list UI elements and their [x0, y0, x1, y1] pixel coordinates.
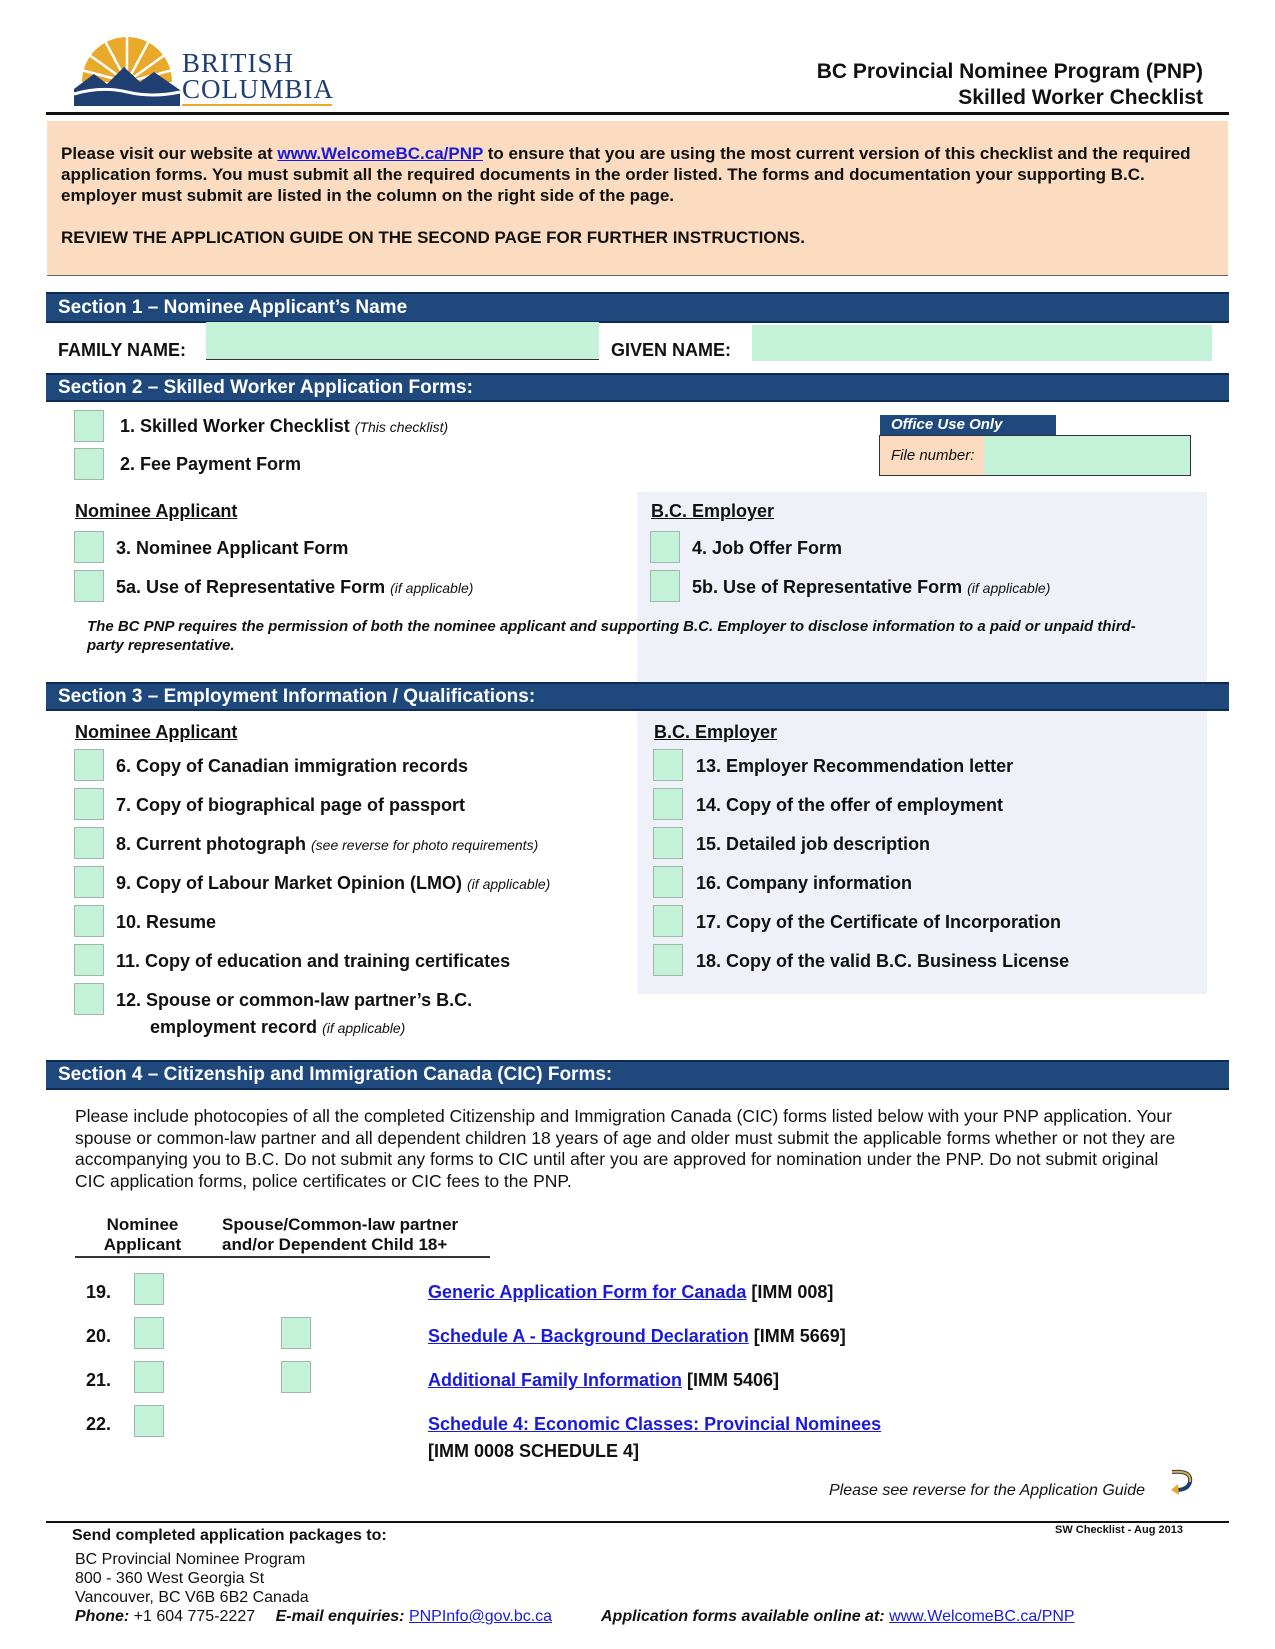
item-10-resume: 10. Resume	[116, 912, 217, 932]
footer-rule	[46, 1521, 1229, 1523]
notice-text-after: to ensure that you are using the most current version of this checklist and the required application forms. You must submit all the required documents in the order listed. The forms and documentation your supporting B.C. employer must submit are listed in the column on the right side of the page.	[61, 144, 1191, 205]
checkbox-item-4[interactable]	[650, 531, 680, 563]
imm-5406-code: [IMM 5406]	[682, 1370, 780, 1390]
bc-employer-heading-forms: B.C. Employer	[651, 501, 775, 521]
checkbox-item-3[interactable]	[74, 531, 104, 563]
cic-row-21-form	[428, 1370, 779, 1391]
item-9-lmo	[116, 873, 550, 894]
checkbox-item-20-nominee[interactable]	[134, 1317, 164, 1349]
family-name-label: FAMILY NAME:	[58, 340, 187, 360]
cic-row-number: 20.	[86, 1326, 112, 1346]
col1-line1: Nominee	[106, 1215, 179, 1234]
page-title-line1: BC Provincial Nominee Program (PNP)	[816, 60, 1203, 83]
item-1-skilled-worker-checklist	[120, 416, 448, 437]
office-use-header	[880, 415, 1056, 435]
office-use-label: Office Use Only	[891, 416, 1003, 433]
section-3-header	[46, 682, 1229, 711]
header-rule	[46, 112, 1229, 115]
notice-text-before: Please visit our website at	[61, 144, 278, 163]
imm-5669-link[interactable]: Schedule A - Background Declaration	[428, 1326, 749, 1346]
address-line-3: Vancouver, BC V6B 6B2 Canada	[75, 1589, 309, 1606]
phone-label: Phone:	[75, 1608, 130, 1625]
checkbox-item-12[interactable]	[74, 983, 104, 1015]
item-2-fee-payment-form: 2. Fee Payment Form	[120, 454, 302, 474]
address-line-2: 800 - 360 West Georgia St	[75, 1570, 265, 1587]
col2-line2: and/or Dependent Child 18+	[222, 1235, 448, 1254]
cic-row-number: 19.	[86, 1282, 112, 1302]
logo-underline	[182, 104, 332, 106]
cic-row-20-form	[428, 1326, 846, 1347]
item-14-offer-of-employment: 14. Copy of the offer of employment	[696, 795, 1004, 815]
item-12-spouse-employment-line1: 12. Spouse or common-law partner’s B.C.	[116, 990, 473, 1010]
checkbox-item-13[interactable]	[653, 749, 683, 781]
checkbox-item-18[interactable]	[653, 944, 683, 976]
page-title-line2: Skilled Worker Checklist	[958, 86, 1203, 109]
item-7-passport-page: 7. Copy of biographical page of passport	[116, 795, 466, 815]
item-12-spouse-employment-line2	[150, 1017, 405, 1038]
section-4-header	[46, 1060, 1229, 1090]
notice-paragraph	[61, 143, 1214, 206]
checkbox-item-20-spouse[interactable]	[281, 1317, 311, 1349]
section-2-title: Section 2 – Skilled Worker Application Forms:	[58, 377, 473, 398]
section-2-header	[46, 373, 1229, 402]
checkbox-item-1[interactable]	[74, 410, 104, 442]
notice-box	[47, 121, 1228, 276]
item-5a-representative-form	[116, 577, 473, 598]
checkbox-item-17[interactable]	[653, 905, 683, 937]
item-5b-note: (if applicable)	[967, 580, 1051, 596]
checkbox-item-21-spouse[interactable]	[281, 1361, 311, 1393]
checkbox-item-5a[interactable]	[74, 570, 104, 602]
turn-page-arrow-icon[interactable]	[1168, 1468, 1198, 1498]
item-5b-representative-form	[692, 577, 1050, 598]
item-1-label: 1. Skilled Worker Checklist	[120, 416, 350, 436]
col-nominee-applicant-header	[75, 1215, 210, 1255]
item-1-note: (This checklist)	[354, 419, 449, 435]
imm-008-code: [IMM 008]	[746, 1282, 834, 1302]
item-12-note: (if applicable)	[322, 1020, 406, 1036]
office-use-box	[879, 435, 1191, 476]
footer-contact-line	[75, 1608, 552, 1626]
col1-line2: Applicant	[103, 1235, 182, 1254]
reverse-guide-note: Please see reverse for the Application Guide	[829, 1482, 1146, 1499]
cic-row-number: 21.	[86, 1370, 112, 1390]
checkbox-item-16[interactable]	[653, 866, 683, 898]
section-4-title: Section 4 – Citizenship and Immigration Canada (CIC) Forms:	[58, 1064, 613, 1085]
family-name-input[interactable]	[206, 322, 599, 360]
item-5b-label: 5b. Use of Representative Form	[692, 577, 963, 597]
checkbox-item-14[interactable]	[653, 788, 683, 820]
given-name-input[interactable]	[752, 325, 1212, 361]
file-number-input[interactable]	[984, 436, 1190, 475]
imm-5669-code: [IMM 5669]	[748, 1326, 846, 1346]
email-label: E-mail enquiries:	[275, 1608, 405, 1625]
imm-5406-link[interactable]: Additional Family Information	[428, 1370, 683, 1390]
item-13-recommendation-letter: 13. Employer Recommendation letter	[696, 756, 1014, 776]
cic-intro-paragraph: Please include photocopies of all the completed Citizenship and Immigration Canada (CIC) forms listed below with your PNP application. Your spouse or common-law partner and all dependent children 18 years of age and older must submit the applicable forms whether or not they are accompanying you to B.C. Do not submit any forms to CIC until after you are approved for nomination under the PNP. Do not submit original CIC application forms, police certificates or CIC fees to the PNP.	[75, 1106, 1176, 1191]
checkbox-item-7[interactable]	[74, 788, 104, 820]
bc-logo	[72, 34, 335, 109]
bc-employer-heading-qualifications: B.C. Employer	[654, 722, 778, 742]
checkbox-item-2[interactable]	[74, 448, 104, 480]
bc-sun-mountain-logo-icon	[72, 34, 182, 109]
item-8-label: 8. Current photograph	[116, 834, 306, 854]
item-9-label: 9. Copy of Labour Market Opinion (LMO)	[116, 873, 462, 893]
checkbox-item-21-nominee[interactable]	[134, 1361, 164, 1393]
online-forms-label: Application forms available online at:	[601, 1608, 885, 1625]
address-line-1: BC Provincial Nominee Program	[75, 1551, 306, 1568]
nominee-applicant-heading-qualifications: Nominee Applicant	[75, 722, 238, 742]
section-1-header	[46, 292, 1229, 323]
checkbox-item-19-nominee[interactable]	[134, 1273, 164, 1305]
item-9-note: (if applicable)	[467, 876, 551, 892]
checkbox-item-6[interactable]	[74, 749, 104, 781]
item-17-certificate-of-incorporation: 17. Copy of the Certificate of Incorporation	[696, 912, 1062, 932]
footer-online-line	[601, 1608, 1075, 1626]
checkbox-item-9[interactable]	[74, 866, 104, 898]
item-5a-note: (if applicable)	[390, 580, 474, 596]
cic-row-22-form	[428, 1414, 881, 1435]
nominee-applicant-heading-forms: Nominee Applicant	[75, 501, 238, 521]
version-label: SW Checklist - Aug 2013	[1055, 1524, 1183, 1536]
checkbox-item-8[interactable]	[74, 827, 104, 859]
notice-review-instruction: REVIEW THE APPLICATION GUIDE ON THE SECOND PAGE FOR FURTHER INSTRUCTIONS.	[61, 228, 805, 247]
checkbox-item-5b[interactable]	[650, 570, 680, 602]
logo-text-columbia: COLUMBIA	[182, 74, 335, 104]
item-5a-label: 5a. Use of Representative Form	[116, 577, 386, 597]
representative-permission-note: The BC PNP requires the permission of both the nominee applicant and supporting B.C. Employer to disclose information to a paid or unpaid third-party representative.	[87, 618, 1136, 654]
item-3-nominee-applicant-form: 3. Nominee Applicant Form	[116, 538, 349, 558]
col2-line1: Spouse/Common-law partner	[222, 1215, 459, 1234]
section-3-title: Section 3 – Employment Information / Qualifications:	[58, 686, 536, 707]
item-15-job-description: 15. Detailed job description	[696, 834, 931, 854]
phone-number: +1 604 775-2227	[129, 1608, 256, 1625]
section-1-title: Section 1 – Nominee Applicant’s Name	[58, 297, 408, 318]
cic-row-number: 22.	[86, 1414, 112, 1434]
online-forms-link[interactable]: www.WelcomeBC.ca/PNP	[889, 1608, 1075, 1625]
checkbox-item-22-nominee[interactable]	[134, 1405, 164, 1437]
imm-008-link[interactable]: Generic Application Form for Canada	[428, 1282, 747, 1302]
checkbox-item-15[interactable]	[653, 827, 683, 859]
imm-0008-schedule-4-code: [IMM 0008 SCHEDULE 4]	[428, 1441, 640, 1461]
send-to-label: Send completed application packages to:	[72, 1527, 387, 1544]
item-12-label-line2: employment record	[150, 1017, 318, 1037]
item-16-company-information: 16. Company information	[696, 873, 913, 893]
given-name-label: GIVEN NAME:	[611, 340, 732, 360]
imm-0008-schedule-4-link[interactable]: Schedule 4: Economic Classes: Provincial Nominees	[428, 1414, 882, 1434]
logo-text-british: BRITISH	[182, 48, 295, 78]
item-6-immigration-records: 6. Copy of Canadian immigration records	[116, 756, 469, 776]
item-8-current-photograph	[116, 834, 538, 855]
item-11-education-certificates: 11. Copy of education and training certificates	[116, 951, 511, 971]
welcomebc-link[interactable]: www.WelcomeBC.ca/PNP	[277, 144, 484, 163]
col-spouse-header	[222, 1215, 458, 1255]
item-18-business-license: 18. Copy of the valid B.C. Business License	[696, 951, 1070, 971]
item-4-job-offer-form: 4. Job Offer Form	[692, 538, 843, 558]
file-number-label: File number:	[891, 447, 975, 464]
cic-row-19-form	[428, 1282, 833, 1303]
cic-columns-rule	[75, 1256, 490, 1258]
email-link[interactable]: PNPInfo@gov.bc.ca	[408, 1608, 553, 1625]
checkbox-item-11[interactable]	[74, 944, 104, 976]
checkbox-item-10[interactable]	[74, 905, 104, 937]
item-8-note: (see reverse for photo requirements)	[311, 837, 539, 853]
